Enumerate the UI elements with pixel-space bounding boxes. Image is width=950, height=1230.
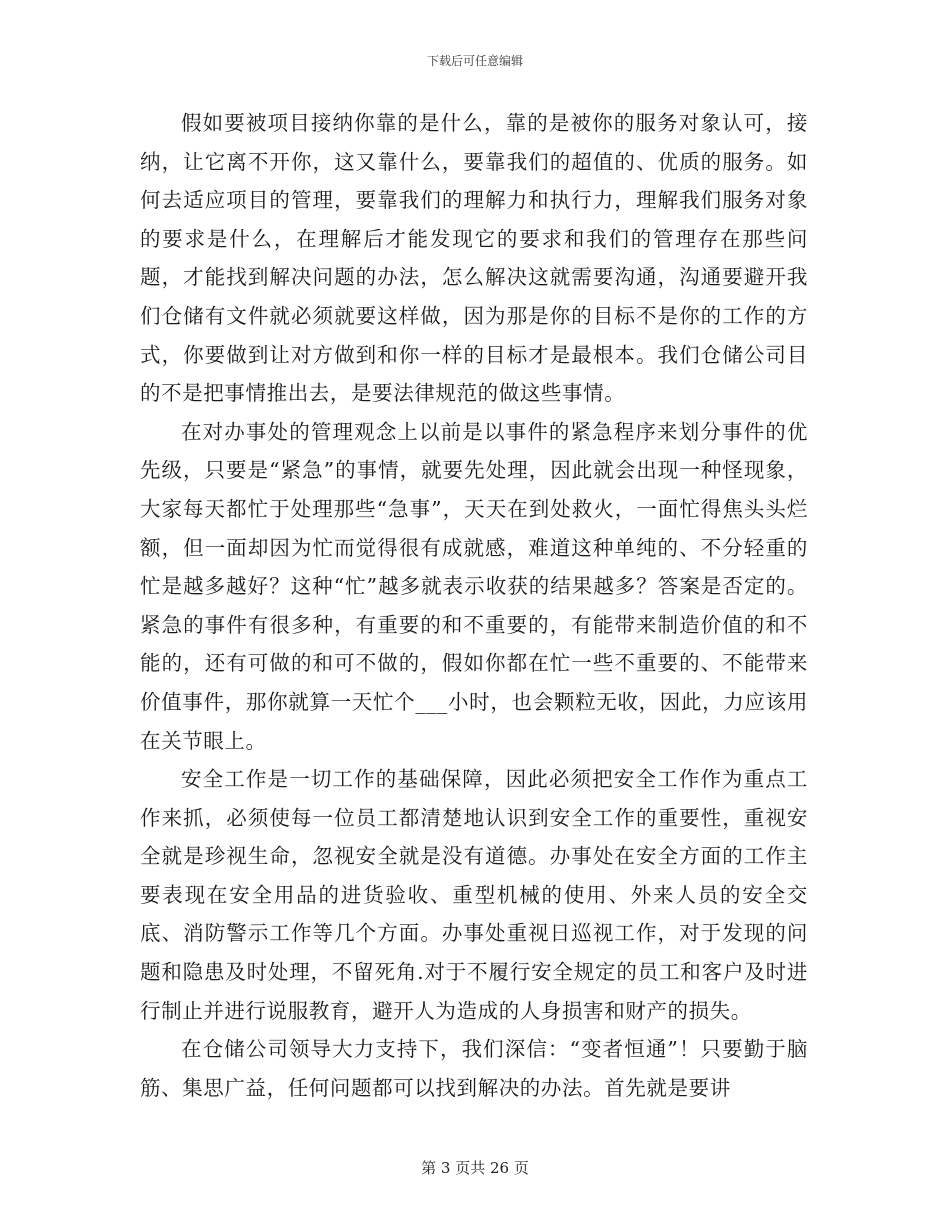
document-body [140,104,808,1107]
paragraph-3: 安全工作是一切工作的基础保障，因此必须把安全工作作为重点工作来抓，必须使每一位员工都清楚地认识到安全工作的重要性，重视安全就是珍视生命，忽视安全就是没有道德。办事处在安全方面的工作主要表现在安全用品的进货验收、重型机械的使用、外来人员的安全交底、消防警示工作等几个方面。办事处重视日巡视工作，对于发现的问题和隐患及时处理，不留死角.对于不履行安全规定的员工和客户及时进行制止并进行说服教育，避开人为造成的人身损害和财产的损失。 [140,767,808,1023]
paragraph-2: 在对办事处的管理观念上以前是以事件的紧急程序来划分事件的优先级，只要是“紧急”的事情，就要先处理，因此就会出现一种怪现象，大家每天都忙于处理那些“急事”，天天在到处救火，一面忙得焦头头烂额，但一面却因为忙而觉得很有成就感，难道这种单纯的、不分轻重的忙是越多越好？这种“忙”越多就表示收获的结果越多？答案是否定的。紧急的事件有很多种，有重要的和不重要的，有能带来制造价值的和不能的，还有可做的和可不做的，假如你都在忙一些不重要的、不能带来价值事件，那你就算一天忙个___小时，也会颗粒无收，因此，力应该用在关节眼上。 [140,419,808,753]
paragraph-1: 假如要被项目接纳你靠的是什么，靠的是被你的服务对象认可，接纳，让它离不开你，这又靠什么，要靠我们的超值的、优质的服务。如何去适应项目的管理，要靠我们的理解力和执行力，理解我们服务对象的要求是什么，在理解后才能发现它的要求和我们的管理存在那些问题，才能找到解决问题的办法，怎么解决这就需要沟通，沟通要避开我们仓储有文件就必须就要这样做，因为那是你的目标不是你的工作的方式，你要做到让对方做到和你一样的目标才是最根本。我们仓储公司目的不是把事情推出去，是要法律规范的做这些事情。 [140,111,808,406]
paragraph-4: 在仓储公司领导大力支持下，我们深信：“变者恒通”！只要勤于脑筋、集思广益，任何问题都可以找到解决的办法。首先就是要讲 [140,1037,808,1100]
page-number: 第 3 页共 26 页 [421,1159,529,1177]
page-header-note: 下载后可任意编辑 [426,54,523,68]
